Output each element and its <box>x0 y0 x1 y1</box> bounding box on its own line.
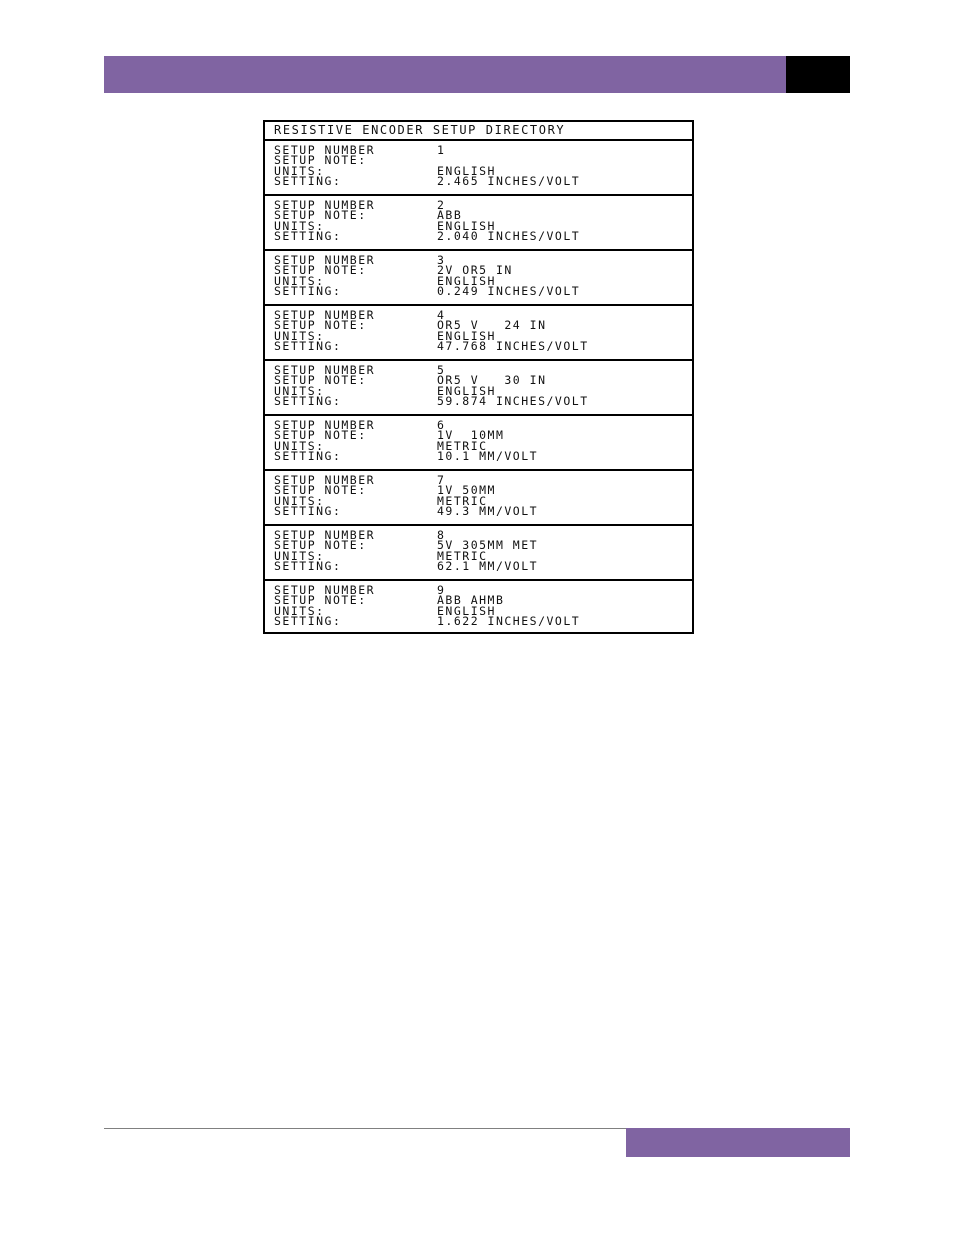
setup-record <box>265 251 692 306</box>
setup-note-line <box>274 430 692 440</box>
setup-note-label: SETUP NOTE: <box>274 320 367 331</box>
setting-line <box>274 396 692 406</box>
setup-note-line <box>274 375 692 385</box>
setup-record <box>265 581 692 637</box>
setup-record <box>265 361 692 416</box>
header-bar <box>104 56 786 93</box>
units-line <box>274 496 692 506</box>
setup-note-value: ABB AHMB <box>437 595 505 606</box>
units-line <box>274 221 692 231</box>
setup-note-value: OR5 V 30 IN <box>437 375 547 386</box>
setting-value: 2.040 INCHES/VOLT <box>437 231 581 242</box>
setting-label: SETTING: <box>274 231 342 242</box>
setup-note-value: 2V OR5 IN <box>437 265 513 276</box>
setting-value: 1.622 INCHES/VOLT <box>437 616 581 627</box>
setting-label: SETTING: <box>274 396 342 407</box>
setup-number-value: 1 <box>437 145 446 156</box>
setup-note-label: SETUP NOTE: <box>274 430 367 441</box>
setup-number-line <box>274 420 692 430</box>
setup-number-label: SETUP NUMBER <box>274 310 376 321</box>
setting-value: 47.768 INCHES/VOLT <box>437 341 589 352</box>
setup-number-value: 9 <box>437 585 446 596</box>
footer-bar <box>626 1128 850 1157</box>
units-value: ENGLISH <box>437 605 496 617</box>
setup-directory-printout <box>263 120 694 634</box>
units-value: ENGLISH <box>437 275 496 287</box>
setup-note-value: 1V 50MM <box>437 485 496 496</box>
setting-label: SETTING: <box>274 451 342 462</box>
setting-line <box>274 506 692 516</box>
header-page-block <box>786 56 850 93</box>
setup-record <box>265 526 692 581</box>
units-line <box>274 551 692 561</box>
setup-record <box>265 306 692 361</box>
setup-number-label: SETUP NUMBER <box>274 420 376 431</box>
units-label: UNITS: <box>274 385 325 397</box>
units-value: ENGLISH <box>437 385 496 397</box>
setup-note-line <box>274 595 692 605</box>
setting-label: SETTING: <box>274 176 342 187</box>
setup-record <box>265 471 692 526</box>
units-value: ENGLISH <box>437 220 496 232</box>
setup-note-value: ABB <box>437 210 463 221</box>
setting-value: 0.249 INCHES/VOLT <box>437 286 581 297</box>
setting-label: SETTING: <box>274 286 342 297</box>
setting-value: 10.1 MM/VOLT <box>437 451 539 462</box>
setup-number-label: SETUP NUMBER <box>274 200 376 211</box>
setting-value: 62.1 MM/VOLT <box>437 561 539 572</box>
setup-number-label: SETUP NUMBER <box>274 365 376 376</box>
units-line <box>274 276 692 286</box>
setup-number-value: 8 <box>437 530 446 541</box>
units-value: METRIC <box>437 495 488 507</box>
setting-line <box>274 561 692 571</box>
footer-rule <box>104 1128 626 1129</box>
setting-label: SETTING: <box>274 616 342 627</box>
setup-note-value: 1V 10MM <box>437 430 505 441</box>
setup-note-label: SETUP NOTE: <box>274 265 367 276</box>
units-value: METRIC <box>437 550 488 562</box>
setting-line <box>274 231 692 241</box>
setup-number-line <box>274 200 692 210</box>
setup-note-label: SETUP NOTE: <box>274 210 367 221</box>
setup-number-value: 3 <box>437 255 446 266</box>
units-value: ENGLISH <box>437 330 496 342</box>
units-line <box>274 606 692 616</box>
units-label: UNITS: <box>274 440 325 452</box>
setup-number-line <box>274 365 692 375</box>
setting-line <box>274 616 692 626</box>
setting-label: SETTING: <box>274 561 342 572</box>
units-line <box>274 331 692 341</box>
setup-note-label: SETUP NOTE: <box>274 375 367 386</box>
setting-line <box>274 451 692 461</box>
setup-number-line <box>274 255 692 265</box>
setup-number-line <box>274 145 692 155</box>
setup-number-label: SETUP NUMBER <box>274 475 376 486</box>
setup-number-value: 7 <box>437 475 446 486</box>
setup-note-value: 5V 305MM MET <box>437 540 539 551</box>
records-list <box>265 141 692 637</box>
setup-note-line <box>274 320 692 330</box>
units-label: UNITS: <box>274 550 325 562</box>
setup-record <box>265 196 692 251</box>
units-label: UNITS: <box>274 275 325 287</box>
units-line <box>274 441 692 451</box>
setup-note-value: OR5 V 24 IN <box>437 320 547 331</box>
setting-value: 59.874 INCHES/VOLT <box>437 396 589 407</box>
units-label: UNITS: <box>274 220 325 232</box>
setup-number-line <box>274 585 692 595</box>
setup-number-label: SETUP NUMBER <box>274 530 376 541</box>
setup-note-line <box>274 155 692 165</box>
setup-record <box>265 141 692 196</box>
setup-number-value: 5 <box>437 365 446 376</box>
units-label: UNITS: <box>274 330 325 342</box>
setting-label: SETTING: <box>274 341 342 352</box>
units-label: UNITS: <box>274 605 325 617</box>
setup-number-value: 2 <box>437 200 446 211</box>
setup-note-value <box>437 155 692 165</box>
setup-number-label: SETUP NUMBER <box>274 585 376 596</box>
setup-note-label: SETUP NOTE: <box>274 540 367 551</box>
setup-note-label: SETUP NOTE: <box>274 595 367 606</box>
setting-line <box>274 286 692 296</box>
printout-title: RESISTIVE ENCODER SETUP DIRECTORY <box>265 122 692 141</box>
setup-note-label: SETUP NOTE: <box>274 155 367 166</box>
setup-number-value: 6 <box>437 420 446 431</box>
units-label: UNITS: <box>274 165 325 177</box>
setting-value: 49.3 MM/VOLT <box>437 506 539 517</box>
setup-number-label: SETUP NUMBER <box>274 145 376 156</box>
units-line <box>274 166 692 176</box>
setup-note-line <box>274 265 692 275</box>
setting-line <box>274 176 692 186</box>
setting-value: 2.465 INCHES/VOLT <box>437 176 581 187</box>
setup-number-line <box>274 475 692 485</box>
setup-number-line <box>274 530 692 540</box>
setup-record <box>265 416 692 471</box>
setup-note-line <box>274 485 692 495</box>
setup-note-line <box>274 210 692 220</box>
units-value: METRIC <box>437 440 488 452</box>
units-label: UNITS: <box>274 495 325 507</box>
setup-number-label: SETUP NUMBER <box>274 255 376 266</box>
setting-line <box>274 341 692 351</box>
setting-label: SETTING: <box>274 506 342 517</box>
setup-number-line <box>274 310 692 320</box>
units-value: ENGLISH <box>437 165 496 177</box>
setup-note-label: SETUP NOTE: <box>274 485 367 496</box>
units-line <box>274 386 692 396</box>
setup-number-value: 4 <box>437 310 446 321</box>
setup-note-line <box>274 540 692 550</box>
